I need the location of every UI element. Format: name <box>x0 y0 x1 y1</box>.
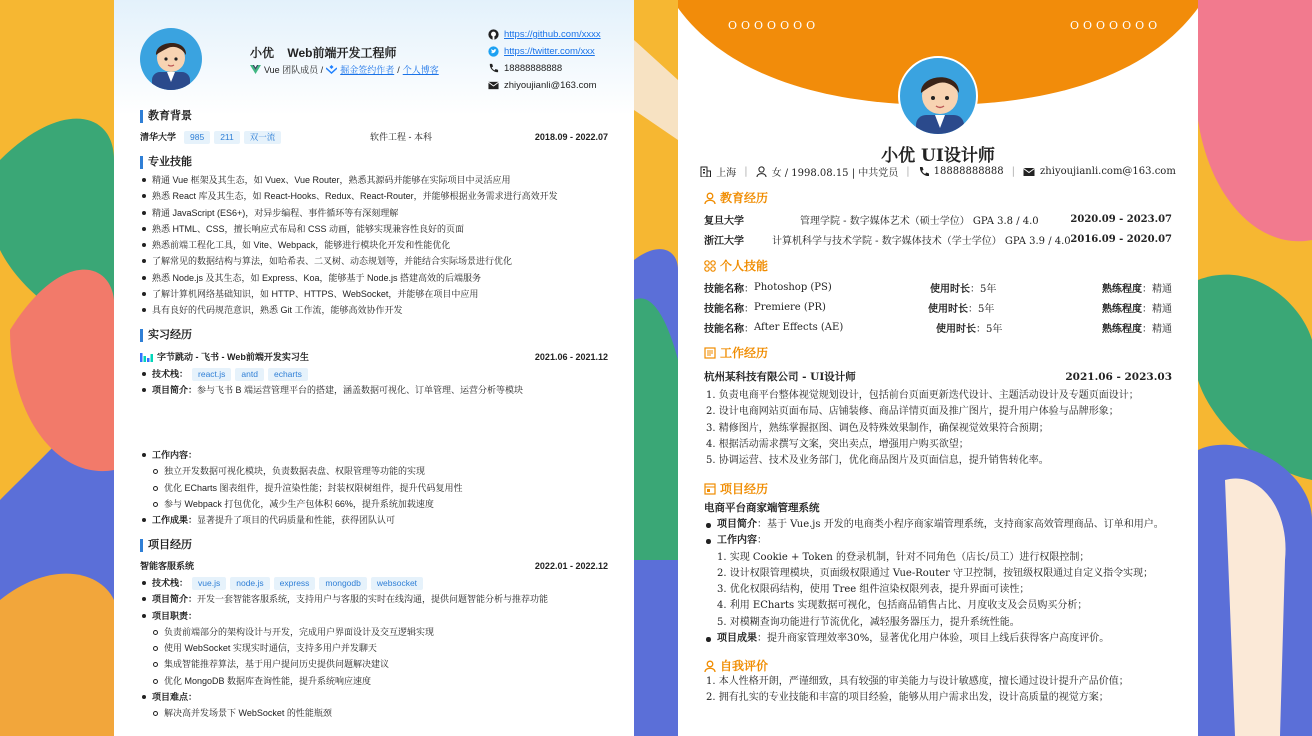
project-name: 电商平台商家端管理系统 <box>704 502 820 514</box>
intro-text: 参与飞书 B 端运营管理平台的搭建，涵盖数据可视化、订单管理、运营分析等模块 <box>197 385 524 396</box>
internship-date: 2021.06 - 2021.12 <box>534 352 608 362</box>
tag-express: express <box>274 577 316 590</box>
education-row <box>140 130 608 144</box>
vue-icon <box>250 65 261 74</box>
school-name: 清华大学 <box>140 132 177 142</box>
project-item: 2. 设计权限管理模块，页面级权限通过 Vue-Router 守卫控制，按钮级权限通过自定义指令实现； <box>717 567 1154 579</box>
work-item: 参与 Webpack 打包优化，减少生产包体积 66%，提升系统加载速度 <box>140 496 614 512</box>
twitter-icon <box>488 46 499 57</box>
section-title-project: 项目经历 <box>720 482 769 496</box>
work-header <box>704 369 1172 384</box>
skill-name-label: 技能名称 <box>704 304 744 315</box>
internship-intro <box>140 382 614 398</box>
skill-item: 了解计算机网络基础知识，如 HTTP、HTTPS、WebSocket，并能够在项目中应用 <box>140 286 614 302</box>
section-work <box>704 344 768 361</box>
intro-text: 开发一套智能客服系统，支持用户与客服的实时在线沟通，提供问题智能分析与推荐功能 <box>197 594 549 605</box>
grid-icon <box>704 260 716 272</box>
tag-react: react.js <box>192 368 231 381</box>
work-item: 优化 ECharts 图表组件，提升渲染性能；封装权限树组件，提升代码复用性 <box>140 480 614 496</box>
education-row <box>704 212 1172 227</box>
project-details <box>140 575 614 722</box>
education-date: 2020.09 - 2023.07 <box>1070 214 1172 225</box>
project-name: 智能客服系统 <box>140 561 195 571</box>
project-result <box>704 631 1178 647</box>
vue-team-label: Vue 团队成员 / <box>264 65 324 75</box>
skill-name-label: 技能名称 <box>704 324 744 335</box>
phone-number: 18888888888 <box>504 63 563 74</box>
section-skills <box>704 257 768 274</box>
project-details <box>704 517 1178 647</box>
applicant-subtitle <box>250 63 439 76</box>
skill-item: 熟悉前端工程化工具，如 Vite、Webpack，能够进行模块化开发和性能优化 <box>140 237 614 253</box>
github-link[interactable]: https://github.com/xxxx <box>504 29 601 40</box>
work-label: 工作内容： <box>152 450 198 460</box>
level: 精通 <box>1152 304 1172 315</box>
section-education <box>704 189 768 206</box>
project-date: 2022.01 - 2022.12 <box>534 561 608 571</box>
section-title-education: 教育经历 <box>720 191 769 205</box>
skill-item: 具有良好的代码规范意识，熟悉 Git 工作流，能够高效协作开发 <box>140 302 614 318</box>
decor-dots-right: OOOOOOO <box>1070 19 1162 32</box>
diff-label: 项目难点： <box>152 692 198 703</box>
major: 软件工程 - 本科 <box>370 132 432 142</box>
section-self <box>704 657 768 674</box>
email-address: zhiyoujianli@163.com <box>504 80 597 91</box>
user-icon <box>704 660 716 672</box>
result-text: 显著提升了项目的代码质量和性能，获得团队认可 <box>197 515 396 526</box>
internship-work <box>140 447 614 528</box>
work-label: 工作内容 <box>717 535 757 547</box>
skill-name: Photoshop (PS) <box>754 282 832 293</box>
section-title-skills: 专业技能 <box>140 156 192 169</box>
work-label-item <box>140 447 614 463</box>
skill-item: 熟悉 React 库及其生态，如 React-Hooks、Redux、React-Router，并能够根据业务需求进行高效开发 <box>140 188 614 204</box>
folder-icon <box>704 483 716 495</box>
tag-antd: antd <box>235 368 264 381</box>
skills-list <box>140 172 614 319</box>
level-label: 熟练程度 <box>1102 304 1142 315</box>
tag-double-first-class: 双一流 <box>244 131 282 144</box>
document-icon <box>704 347 716 359</box>
self-item: 2. 拥有扎实的专业技能和丰富的项目经验，能够从用户需求出发，设计高质量的视觉方案； <box>706 692 1109 704</box>
school-name: 浙江大学 <box>704 236 744 247</box>
work-item: 4. 根据活动需求撰写文案，突出卖点，增强用户购买欲望； <box>706 438 969 450</box>
project-intro <box>704 517 1178 533</box>
contact-list <box>488 26 601 94</box>
user-icon <box>704 192 716 204</box>
education-date: 2018.09 - 2022.07 <box>534 132 608 142</box>
personal-info <box>678 164 1198 179</box>
duty-item: 使用 WebSocket 实现实时通信，支持多用户并发聊天 <box>140 640 614 656</box>
skill-name-label: 技能名称 <box>704 284 744 295</box>
mail-icon <box>488 80 499 91</box>
contact-phone <box>488 60 601 77</box>
major: 管理学院 - 数字媒体艺术（硕士学位） GPA 3.8 / 4.0 <box>800 216 1039 227</box>
tag-vue: vue.js <box>192 577 226 590</box>
avatar <box>898 56 978 136</box>
result-label: 项目成果 <box>717 633 757 645</box>
project-diff-label-item <box>140 689 614 705</box>
tag-websocket: websocket <box>371 577 423 590</box>
phone-icon <box>488 63 499 74</box>
project-duty-label-item <box>140 608 614 624</box>
feishu-icon <box>140 352 153 362</box>
section-project <box>704 480 768 497</box>
education-date: 2016.09 - 2020.07 <box>1070 234 1172 245</box>
skill-name: After Effects (AE) <box>754 322 844 333</box>
resume-page-ui-designer <box>678 0 1198 736</box>
stack-label: 技术栈： <box>152 578 189 588</box>
mail-icon <box>1023 167 1035 177</box>
result-label: 工作成果： <box>152 515 198 526</box>
skill-item: 精通 Vue 框架及其生态，如 Vuex、Vue Router，熟悉其源码并能够在实际项目中灵活应用 <box>140 172 614 188</box>
education-row <box>704 232 1172 247</box>
internship-details <box>140 366 614 399</box>
contact-email <box>488 77 601 94</box>
work-item: 1. 负责电商平台整体视觉规划设计，包括前台页面更新迭代设计、主题活动设计及专题页面设计； <box>706 390 1139 401</box>
skill-item: 了解常见的数据结构与算法，如哈希表、二叉树、动态规划等，并能结合实际场景进行优化 <box>140 253 614 269</box>
work-date: 2021.06 - 2023.03 <box>1065 370 1172 383</box>
diff-item: 解决高并发场景下 WebSocket 的性能瓶颈 <box>140 705 614 721</box>
work-company: 杭州某科技有限公司 - UI设计师 <box>704 371 856 383</box>
avatar-illustration <box>900 58 978 136</box>
project-item: 4. 利用 ECharts 实现数据可视化，包括商品销售占比、月度收支及会员购买分析； <box>717 600 1088 612</box>
applicant-name-title: 小优 UI设计师 <box>881 146 995 166</box>
work-result <box>140 512 614 528</box>
work-item: 2. 设计电商网站页面布局、店铺装修、商品详情页面及推广图片，提升用户体验与品牌形象； <box>706 406 1119 418</box>
project-work-label-item <box>704 533 1178 549</box>
city: 上海 <box>716 168 737 179</box>
stack-label: 技术栈： <box>152 369 189 379</box>
avatar <box>140 28 202 90</box>
section-title-self: 自我评价 <box>720 659 769 673</box>
skill-name: Premiere (PR) <box>754 302 826 313</box>
subtitle-separator: / <box>397 64 400 75</box>
level: 精通 <box>1152 284 1172 295</box>
intro-text: ：基于 Vue.js 开发的电商类小程序商家端管理系统，支持商家高效管理商品、订单和用户。 <box>757 519 1164 530</box>
duration-label: 使用时长 <box>930 284 970 295</box>
phone-icon <box>918 166 929 177</box>
twitter-link[interactable]: https://twitter.com/xxx <box>504 46 595 57</box>
intro-label: 项目简介： <box>152 594 198 605</box>
level: 精通 <box>1152 324 1172 335</box>
level-label: 熟练程度 <box>1102 324 1142 335</box>
self-items <box>706 674 1178 707</box>
duty-item: 负责前端部分的架构设计与开发，完成用户界面设计及交互逻辑实现 <box>140 624 614 640</box>
duration: 5年 <box>986 324 1003 335</box>
duty-item: 优化 MongoDB 数据库查询性能，提升系统响应速度 <box>140 673 614 689</box>
resume-page-frontend <box>114 0 634 736</box>
duration-label: 使用时长 <box>936 324 976 335</box>
decor-dots-left: OOOOOOO <box>728 19 820 32</box>
internship-stack <box>140 366 614 382</box>
skill-row: 技能名称 ： After Effects (AE) 使用时长：5年 熟练程度：精通 <box>704 322 1172 335</box>
duty-item: 集成智能推荐算法，基于用户提问历史提供问题解决建议 <box>140 656 614 672</box>
result-text: ：提升商家管理效率30%，显著优化用户体验，项目上线后获得客户高度评价。 <box>757 633 1110 645</box>
building-icon <box>700 166 711 177</box>
section-title-project: 项目经历 <box>140 539 192 552</box>
tag-211: 211 <box>214 131 240 144</box>
avatar-illustration <box>140 28 202 90</box>
github-icon <box>488 29 499 40</box>
project-item: 1. 实现 Cookie + Token 的登录机制，针对不同角色（店长/员工）进行权限控制； <box>717 551 1090 563</box>
contact-github <box>488 26 601 43</box>
skill-item: 熟悉 HTML、CSS，擅长响应式布局和 CSS 动画，能够实现兼容性良好的页面 <box>140 221 614 237</box>
project-stack <box>140 575 614 591</box>
tag-mongodb: mongodb <box>319 577 366 590</box>
duration: 5年 <box>978 304 995 315</box>
project-header <box>704 500 1172 515</box>
section-title-education: 教育背景 <box>140 110 192 123</box>
juejin-author-link[interactable]: 掘金签约作者 <box>340 65 395 75</box>
level-label: 熟练程度 <box>1102 284 1142 295</box>
duration-label: 使用时长 <box>928 304 968 315</box>
project-intro <box>140 591 614 607</box>
work-item: 独立开发数据可视化模块，负责数据表盘、权限管理等功能的实现 <box>140 463 614 479</box>
section-title-internship: 实习经历 <box>140 329 192 342</box>
skill-row: 技能名称 ： Photoshop (PS) 使用时长：5年 熟练程度：精通 <box>704 282 1172 295</box>
work-item: 5. 协调运营、技术及业务部门，优化商品图片及页面信息，提升销售转化率。 <box>706 455 1049 467</box>
personal-blog-link[interactable]: 个人博客 <box>402 65 439 75</box>
tag-echarts: echarts <box>268 368 308 381</box>
divider: | <box>1011 166 1016 177</box>
tag-985: 985 <box>184 131 210 144</box>
personal-details: 女 / 1998.08.15 | 中共党员 <box>771 168 899 179</box>
work-item: 3. 精修图片，熟练掌握抠图、调色及特殊效果制作，确保视觉效果符合预期； <box>706 422 1049 434</box>
skill-row: 技能名称 ： Premiere (PR) 使用时长：5年 熟练程度：精通 <box>704 302 1172 315</box>
project-item: 3. 优化权限码结构，使用 Tree 组件渲染权限列表，提升界面可读性； <box>717 584 1030 596</box>
section-title-skills: 个人技能 <box>720 259 769 273</box>
project-header <box>140 559 608 573</box>
juejin-icon <box>326 65 337 74</box>
self-item: 1. 本人性格开朗，严谨细致，具有较强的审美能力与设计敏感度，擅长通过设计提升产品价值； <box>706 676 1129 687</box>
section-title-work: 工作经历 <box>720 346 769 360</box>
user-icon <box>756 166 767 177</box>
phone-number: 18888888888 <box>933 166 1004 177</box>
duty-label: 项目职责： <box>152 610 198 621</box>
duration: 5年 <box>980 284 997 295</box>
internship-header <box>140 350 608 364</box>
work-items <box>706 388 1178 469</box>
major: 计算机科学与技术学院 - 数字媒体技术（学士学位） GPA 3.9 / 4.0 <box>772 236 1071 247</box>
project-item: 5. 对模糊查询功能进行节流优化，减轻服务器压力，提升系统性能。 <box>717 616 1020 628</box>
school-name: 复旦大学 <box>704 216 744 227</box>
email-address: zhiyoujianli.com@163.com <box>1040 166 1176 177</box>
work-label-colon: ： <box>757 535 767 547</box>
internship-company: 字节跳动 - 飞书 - Web前端开发实习生 <box>157 352 309 362</box>
divider: | <box>906 166 910 177</box>
tag-node: node.js <box>230 577 269 590</box>
divider: | <box>744 166 748 177</box>
school-tags <box>180 130 281 144</box>
contact-twitter <box>488 43 601 60</box>
intro-label: 项目简介 <box>717 519 757 530</box>
intro-label: 项目简介： <box>152 385 198 396</box>
skill-item: 熟悉 Node.js 及其生态，如 Express、Koa，能够基于 Node.js 搭建高效的后端服务 <box>140 270 614 286</box>
skill-item: 精通 JavaScript (ES6+)，对异步编程、事件循环等有深刻理解 <box>140 205 614 221</box>
applicant-name-title: 小优 Web前端开发工程师 <box>250 46 397 60</box>
